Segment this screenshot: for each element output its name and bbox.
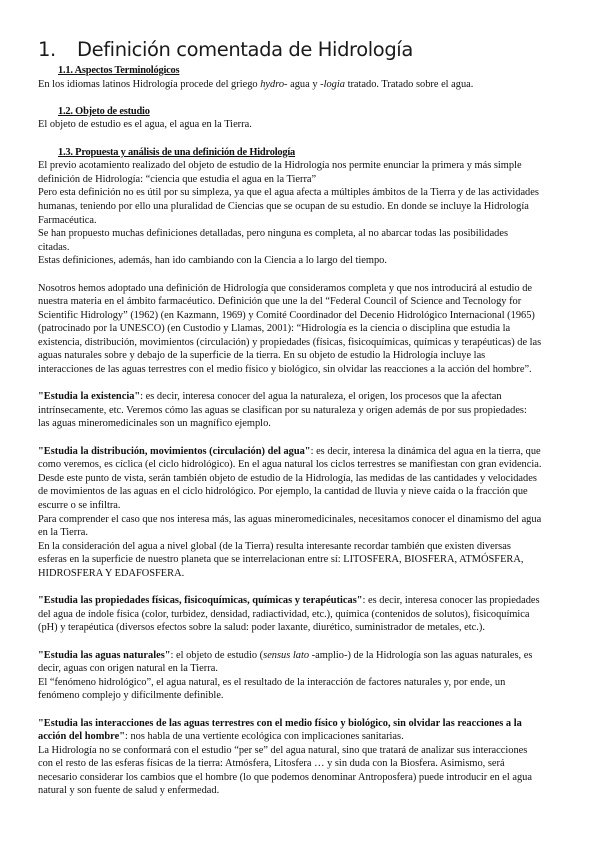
- text-run: : es decir, interesa la dinámica del agua en la tierra, que: [310, 445, 541, 457]
- spacer: [38, 91, 568, 105]
- text-line: decir, aguas con origen natural en la Tierra.: [38, 663, 218, 675]
- paragraph-terminology: [38, 78, 568, 92]
- text-line: fenómeno complejo y difícilmente definible.: [38, 690, 224, 702]
- italic-term-hydro: hydro-: [260, 78, 288, 90]
- text-line: La Hidrología no se conformará con el estudio “per se” del agua natural, sino que tratará de analizar sus interacciones: [38, 744, 528, 756]
- spacer: [38, 581, 568, 595]
- text-line: (patrocinado por la UNESCO) (en Custodio y Llamas, 2001): “Hidrología es la ciencia o disciplina que estudia la: [38, 323, 511, 335]
- spacer: [38, 132, 568, 146]
- text-line: las aguas mineromedicinales son un magnífico ejemplo.: [38, 418, 271, 430]
- bold-lead: acción del hombre": [38, 731, 125, 743]
- bold-lead: "Estudia las aguas naturales": [38, 649, 171, 661]
- text-line: natural y son fuente de salud y enfermedad.: [38, 785, 220, 797]
- bold-lead: "Estudia la existencia": [38, 391, 141, 403]
- text-line: como veremos, es cíclica (el ciclo hidrológico). En el agua natural los ciclos terrestres se manifiestan con gran evidencia.: [38, 459, 542, 471]
- text-line: aguas naturales sobre y debajo de la superficie de la tierra. En su objeto de estudio la Hidrología incluye las: [38, 350, 486, 362]
- spacer: [38, 703, 568, 717]
- text-line: Scientific Hidrology” (1962) (en Kazmann, 1969) y Comité Coordinador del Decenio Hidrológico Internacional (1965): [38, 309, 535, 321]
- paragraph-existencia: [38, 390, 568, 431]
- text-line: Desde este punto de vista, serán también objeto de estudio de la Hidrología, las medidas de las cantidades y velocidades: [38, 472, 537, 484]
- text-run: : es decir, interesa conocer del agua la naturaleza, el origen, los procesos que la afectan: [140, 391, 502, 403]
- italic-term: sensus lato: [263, 649, 310, 661]
- text-line: en la Tierra.: [38, 527, 88, 539]
- spacer: [38, 635, 568, 649]
- text-line: nuestra materia en el ámbito farmacéutico. Definición que une la del “Federal Council of Science and Tecnology for: [38, 296, 522, 308]
- text-line: Para comprender el caso que nos interesa más, las aguas mineromedicinales, necesitamos conocer el dinamismo del agua: [38, 513, 542, 525]
- text-line: HIDROSFERA Y EDAFOSFERA.: [38, 567, 185, 579]
- section-heading-1-1: 1.1. Aspectos Terminológicos: [58, 65, 180, 76]
- chapter-number: 1.: [38, 38, 56, 61]
- text-line: con el resto de las esferas físicas de la tierra: Atmósfera, Litosfera … y sin duda con la Biosfera. Asimismo, será: [38, 758, 505, 770]
- paragraph-naturales: [38, 649, 568, 703]
- bold-lead: "Estudia las propiedades físicas, fisicoquímicas, químicas y terapéuticas": [38, 595, 363, 607]
- bold-lead: "Estudia la distribución, movimientos (circulación) del agua": [38, 445, 311, 457]
- text-line: [38, 649, 568, 663]
- text-line: En la consideración del agua a nivel global (de la Tierra) resulta interesante recordar también que existen diversas: [38, 540, 511, 552]
- italic-term-logia: -logia: [320, 78, 345, 90]
- text-line: "Estudia las interacciones de las aguas terrestres con el medio físico y biológico, sin olvidar las reacciones a la: [38, 717, 522, 729]
- text-line: Estas definiciones, además, han ido cambiando con la Ciencia a lo largo del tiempo.: [38, 255, 387, 267]
- text-line: escurre o se infiltra.: [38, 500, 121, 511]
- spacer: [38, 431, 568, 445]
- chapter-title-text: Definición comentada de Hidrología: [77, 38, 413, 61]
- paragraph-interacciones: [38, 717, 568, 799]
- spacer: [38, 377, 568, 391]
- text-line: Pero esta definición no es útil por su simpleza, ya que el agua afecta a múltiples ámbitos de la Tierra y de las actividades: [38, 187, 539, 199]
- text-line: [38, 445, 568, 459]
- text-line: Nosotros hemos adoptado una definición de Hidrología que consideramos completa y que nos introducirá al estudio de: [38, 282, 533, 294]
- text-run: -amplio-) de la Hidrología son las aguas naturales, es: [309, 649, 533, 661]
- text-run: : nos habla de una vertiente ecológica con implicaciones sanitarias.: [124, 731, 404, 743]
- text-line: existencia, distribución, movimientos (circulación) y propiedades (físicas, fisicoquímicas, químicas y terapéuticas) de las: [38, 336, 542, 348]
- section-heading-1-3: 1.3. Propuesta y análisis de una definición de Hidrología: [58, 146, 296, 158]
- text-line: (pH) y terapéutica (diversos efectos sobre la salud: poder laxante, diurético, suministrador de metales, etc.).: [38, 622, 485, 634]
- text-line: [38, 594, 568, 608]
- text-run: tratado. Tratado sobre el agua.: [344, 78, 474, 90]
- text-run: : el objeto de estudio (: [170, 649, 264, 661]
- text-line: citadas.: [38, 241, 70, 253]
- paragraph-propiedades: [38, 594, 568, 635]
- text-line: definición de Hidrología: “ciencia que estudia el agua en la Tierra”: [38, 173, 317, 185]
- paragraph-definition: [38, 282, 568, 377]
- text-line: El previo acotamiento realizado del objeto de estudio de la Hidrología nos permite enunciar la primera y más simple: [38, 160, 522, 172]
- text-line: interacciones de las aguas terrestres con el medio físico y biológico, sin olvidar las reacciones a la acción del hombre”.: [38, 364, 532, 376]
- text-line: [38, 390, 568, 404]
- text-run: : es decir, interesa conocer las propiedades: [362, 595, 540, 607]
- chapter-title: [38, 38, 413, 61]
- text-line: necesario considerar los cambios que el hombre (lo que podemos denominar Antroposfera) puede introducir en el agua: [38, 771, 532, 783]
- paragraph-distribucion: [38, 445, 568, 581]
- text-line: [38, 730, 568, 744]
- text-line: humanas, teniendo por ello una pluralidad de Ciencias que se ocupan de su estudio. En donde se incluye la Hidrología: [38, 200, 529, 212]
- text-run: En los idiomas latinos Hidrología procede del griego: [38, 78, 261, 90]
- text-line: El “fenómeno hidrológico”, el agua natural, es el resultado de la interacción de factores naturales y, por ende, un: [38, 676, 506, 688]
- text-line: de movimientos de las aguas en el ciclo hidrológico. Por ejemplo, la cantidad de lluvia y nieve caída o la fracción que: [38, 486, 528, 498]
- text-line: Farmacéutica.: [38, 214, 97, 226]
- text-line: Se han propuesto muchas definiciones detalladas, pero ninguna es completa, al no abarcar todas las posibilidades: [38, 228, 509, 240]
- text-line: intrínsecamente, etc. Veremos cómo las aguas se clasifican por su naturaleza y origen además de por sus propiedades:: [38, 404, 527, 416]
- document-body: [38, 64, 568, 798]
- section-heading-1-2: 1.2. Objeto de estudio: [58, 105, 150, 117]
- paragraph-intro: [38, 159, 568, 268]
- spacer: [38, 268, 568, 282]
- text-line: del agua de índole física (color, turbidez, densidad, radiactividad, etc.), química (contenidos de solutos), fisicoquímica: [38, 608, 530, 620]
- text-run: agua y: [287, 78, 321, 90]
- paragraph-object: El objeto de estudio es el agua, el agua en la Tierra.: [38, 119, 252, 131]
- text-line: esferas en la superficie de nuestro planeta que se interrelacionan entre sí: LITOSFERA, BIOSFERA, ATMÓSFERA,: [38, 554, 524, 566]
